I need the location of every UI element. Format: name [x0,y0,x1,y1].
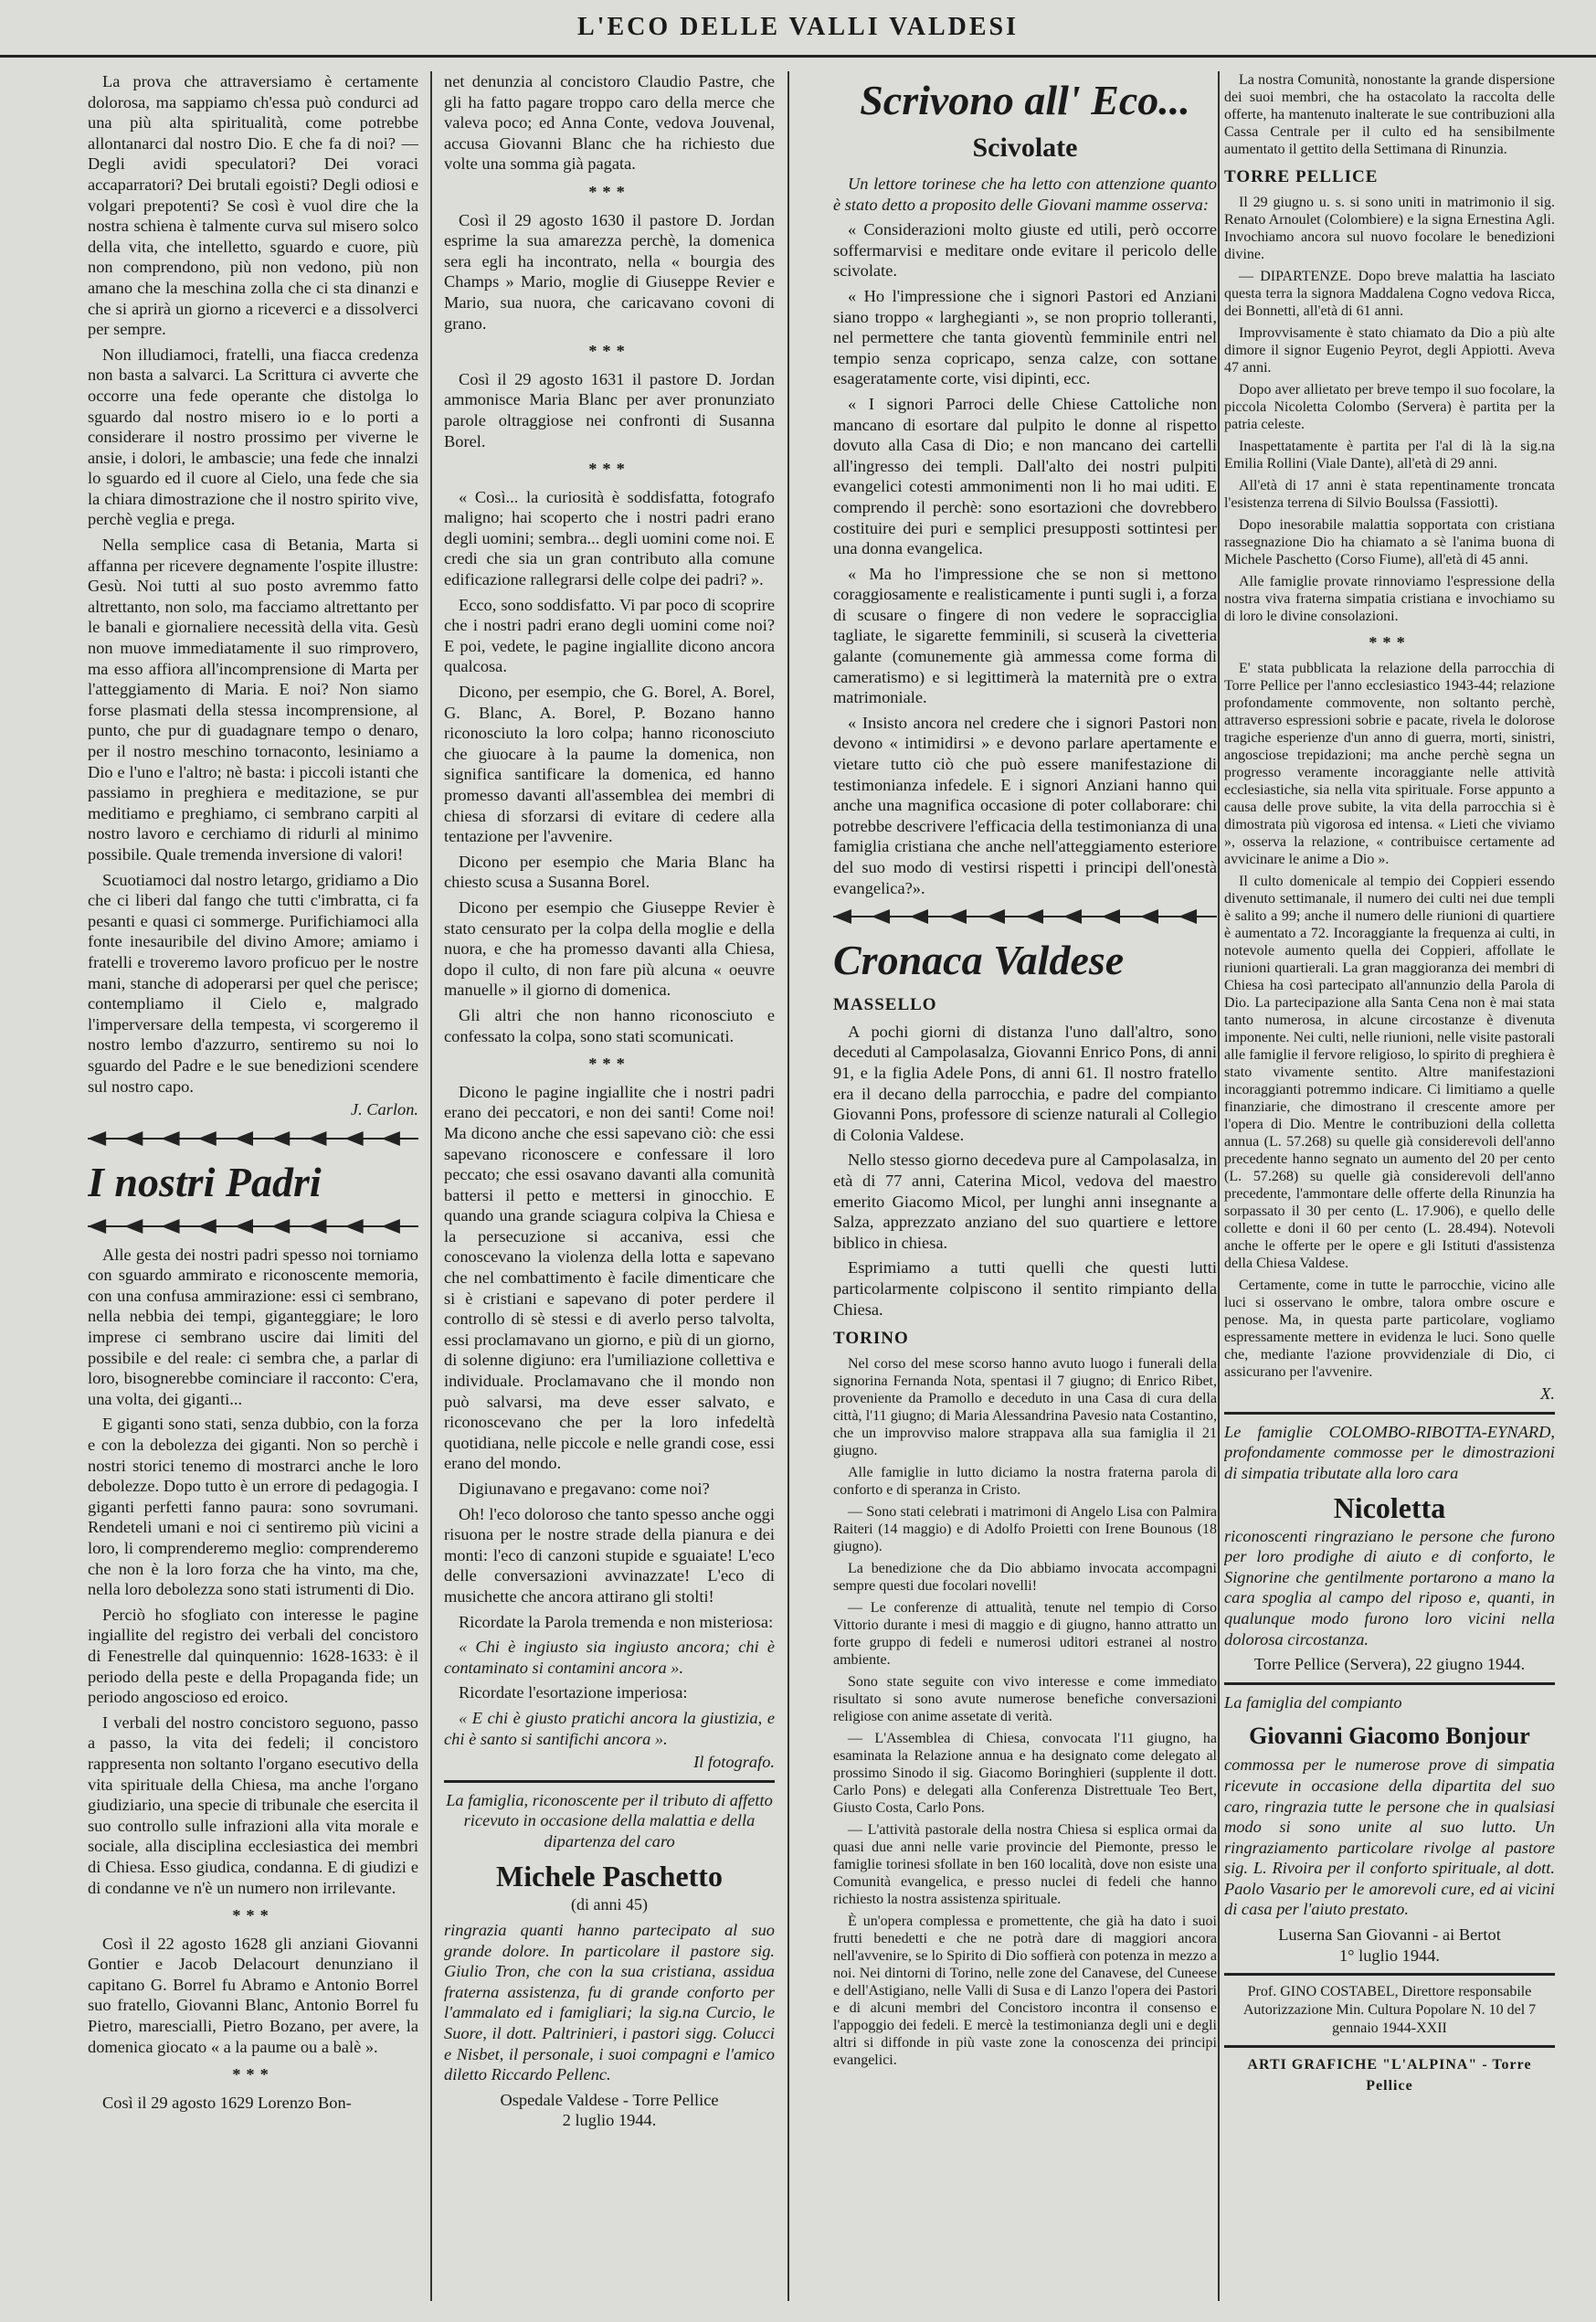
notice-body: ringrazia quanti hanno partecipato al suo grande dolore. In particolare il pastore sig. Giulio Tron, che con la sua cristiana, assidua fraterna assistenza, fu di grande conforto per l'ammalato ed i famigliari; la sig.na Curcio, le Suore, il dott. Paltrinieri, i pastori sigg. Colucci e Nisbet, il personale, i suoi compagni e l'amico diletto Riccardo Pellenc. [444,1921,775,2084]
separator-stars: *** [588,342,630,361]
column-rule [1218,71,1220,2301]
section-heading: TORINO [833,1329,909,1349]
article-paragraph: — Le conferenze di attualità, tenute nel tempio di Corso Vittorio durante i mesi di maggio e di giugno, hanno attratto un forte gruppo di fedeli e numerosi uditori estranei al nostro ambiente. [833,1599,1217,1668]
article-title: Scivolate [972,133,1078,163]
section-title: Scrivono all' Eco... [860,77,1190,123]
article-paragraph: Alle famiglie in lutto diciamo la nostra fraterna parola di conforto e di speranza in Cristo. [833,1464,1217,1498]
notice-place: Torre Pellice (Servera), 22 giugno 1944. [1253,1655,1526,1674]
article-paragraph: Certamente, come in tutte le parrocchie, vicino alle luci si osservano le ombre, talora ombre oscure e penose. Ma, in questa parte particolare, vogliamo espressamente mettere in evidenza le luci. Sono quelle che, mediante l'azione provvidenziale di Dio, ci assicurano per l'avvenire. [1224,1278,1555,1381]
article-paragraph: « I signori Parroci delle Chiese Cattoliche non mancano di esortare dal pulpito le donne al rispetto dovuto alla Casa di Dio; e non mancano dei cartelli all'ingresso dei templi. Dall'alto dei nostri pulpiti evangelici cotesti ammonimenti non li ho mai uditi. E comprendo il perchè: sono esortazioni che dovrebbero costituire dei puri e semplici presupposti sottintesi per una donna evangelica. [833,394,1217,558]
article-paragraph: net denunzia al concistoro Claudio Pastre, che gli ha fatto pagare troppo caro della merce che valeva poco; ed Anna Conte, vedova Jouvenal, accusa Giovanni Blanc che ha richiesto due volte una somma già pagata. [444,72,775,174]
divider [444,1780,775,1783]
ornament-banner [833,907,1217,926]
article-paragraph: Gli altri che non hanno riconosciuto e confessato la colpa, sono stati scomunicati. [444,1005,775,1045]
ornament-banner [88,1217,418,1235]
article-paragraph: Non illudiamoci, fratelli, una fiacca credenza non basta a salvarci. La Scrittura ci avverte che occorre una fede operante che distolga lo sguardo dal nostro misero io e lo porti a considerare il nostro prossimo per viverne le ansie, i dolori, le ambascie; una fede che innalzi lo sguardo ed il cuore al Cielo, una fede che sia la chiara dimostrazione che il nostro spirito vive, perchè veglia e prega. [88,345,418,529]
article-paragraph: Sono state seguite con vivo interesse e come immediato risultato si sono avute numerose benefiche conversazioni religiose con anime assetate di verità. [833,1673,1217,1724]
article-paragraph: La nostra Comunità, nonostante la grande dispersione dei suoi membri, che ha ostacolato la raccolta delle offerte, ha mantenuto inalterate le sue contribuzioni alla Cassa Centrale per il culto ed ha sensibilmente aumentato il gettito della Settimana di Rinunzia. [1224,72,1555,157]
section-heading: TORRE PELLICE [1224,167,1379,186]
article-paragraph: — L'Assemblea di Chiesa, convocata l'11 giugno, ha esaminata la Relazione annua e ha designato come delegato al prossimo Sinodo il sig. Giacomo Boringhieri (supplente il dott. Carlo Pons) e delegati alla Conferenza Distrettuale Teo Bert, Giusto Costa, Carlo Pons. [833,1730,1217,1816]
article-paragraph: Il culto domenicale al tempio dei Coppieri essendo divenuto settimanale, il numero dei culti nei due templi è salito a 99; anche il numero delle riunioni di quartiere è aumentato a 72. Incoraggiante la frequenza ai culti, in notevole aumento quella dei Coppieri, affollate le riunioni quartierali. La gran maggioranza dei membri di Chiesa ha così partecipato all'annunzio della Parola di Dio. La partecipazione alla Santa Cena non è mai stata tanto numerosa, in alcune circostanze è divenuta imponente. Nei culti, nelle riunioni, nelle visite pastorali alle famiglie il fervore religioso, lo spirito di preghiera è stato vivamente sentito. Altre manifestazioni incoraggianti potremmo indicare. Ci limitiamo a quelle finanziarie, che dimostrano il crescente amore per l'opera di Dio. Mentre le contribuzioni della colletta annua (L. 57.268) su quelle già considerevoli dell'anno precedente hanno segnato un aumento del 20 per cento (L. 57.268) su quelle già considerevoli dell'anno precedente, l'ammontare delle offerte della Rinunzia ha sorpassato il 30 per cento (L. 17.906), e quello delle collette e doni il 60 per cento (L. 28.494). Notevoli anche le offerte per le opere e gli Istituti d'assistenza della Chiesa Valdese. [1224,874,1555,1272]
notice-body: riconoscenti ringraziano le persone che furono per loro prodighe di aiuto e di conforto, le Signorine che gentilmente portarono a mano la cara spoglia al campo del riposo e, quanti, in qualunque modo furono loro vicini nella dolorosa circostanza. [1224,1526,1555,1649]
article-paragraph: — DIPARTENZE. Dopo breve malattia ha lasciato questa terra la signora Maddalena Cogno vedova Ricca, dei Bonnetti, all'età di 61 anni. [1224,268,1555,319]
notice-name: Nicoletta [1333,1490,1446,1524]
article-paragraph: Così il 29 agosto 1629 Lorenzo Bon- [102,2093,352,2112]
article-paragraph: Dicono per esempio che Giuseppe Revier è stato censurato per la colpa della moglie e della nuora, e che ha promesso davanti alla Chiesa, dopo il culto, di non fare più alcuna « oeuvre manuelle » il giorno di domenica. [444,897,775,1000]
section-title: I nostri Padri [88,1158,322,1205]
divider [1224,2045,1555,2048]
article-paragraph: Inaspettatamente è partita per l'al di là la sig.na Emilia Rollini (Viale Dante), all'età di 29 anni. [1224,438,1555,472]
column-2 [444,71,775,2301]
article-paragraph: Alle gesta dei nostri padri spesso noi torniamo con sguardo ammirato e riconoscente memoria, con una confusa ammirazione: essi ci sembrano, nella nebbia dei tempi, giganteggiare; le loro imprese ci sembrano uscire dai limiti del possibile e del reale: ci sembra che, a parlar di loro, bisognerebbe cominciare il racconto: C'era, una volta, dei giganti... [88,1245,418,1408]
column-rule [430,71,432,2301]
article-paragraph: « Considerazioni molto giuste ed utili, però occorre soffermarvisi e meditare onde evitare il pericolo delle scivolate. [833,220,1217,281]
article-paragraph: Nel corso del mese scorso hanno avuto luogo i funerali della signorina Fernanda Nota, spentasi il 7 giugno; di Enrico Ribet, proveniente da Pramollo e deceduto in una Casa di cura della città, l'11 giugno; di Maria Alessandrina Pavesio nata Costantino, che un improvviso malore strappava alla sua famiglia il 21 giugno. [833,1355,1217,1458]
article-paragraph: Dopo inesorabile malattia sopportata con cristiana rassegnazione Dio ha chiamato a sè l'anima buona di Michele Paschetto (Corso Fiume), all'età di 45 anni. [1224,516,1555,567]
article-paragraph: « Insisto ancora nel credere che i signori Pastori non devono « intimidirsi » e devono parlare apertamente e vietare tutto ciò che può essere manifestazione di testimonianza infedele. E i signori Anziani hanno qui anche una magnifica occasione di poter collaborare: chi potrebbe descrivere l'efficacia della testimonianza di una famiglia cristiana che anche nell'atteggiamento esteriore del suo modo di vestirsi rispetti i principi dell'onestà evangelica?». [833,713,1217,897]
notice-intro: La famiglia, riconoscente per il tributo di affetto ricevuto in occasione della malattia e della dipartenza del caro [446,1790,773,1850]
article-paragraph: « Così... la curiosità è soddisfatta, fotografo maligno; hai scoperto che i nostri padri erano degli uomini; sembra... degli uomini come noi. E credi che sia un gran contributo alla comune edificazione rallegrarsi delle colpe dei padri? ». [444,487,775,589]
article-paragraph: È un'opera complessa e promettente, che già ha dato i suoi frutti benedetti e che ne potrà dare di maggiori ancora nell'avvenire, se lo Spirito di Dio soffierà con potenza in mezzo a noi. Nei dintorni di Torino, nelle zone del Canavese, del Cuneese e dell'Astigiano, nelle Valli di Susa e di Lanzo l'opera dei Pastori e di alcuni membri del Concistoro incontra il consenso e l'appoggio dei fedeli. E mercè la testimonianza degli uni e degli altri si diffonde in più vaste zone la conoscenza dei principi evangelici. [833,1913,1217,2068]
divider [1224,1412,1555,1415]
column-rule [787,71,789,2301]
article-paragraph: Dicono per esempio che Maria Blanc ha chiesto scusa a Susanna Borel. [444,852,775,892]
authorization-note: Autorizzazione Min. Cultura Popolare N. 10 del 7 gennaio 1944-XXII [1242,2002,1537,2037]
printer-credit: ARTI GRAFICHE "L'ALPINA" - Torre Pellice [1247,2057,1532,2094]
separator-stars: *** [232,2065,274,2084]
article-paragraph: Dopo aver allietato per breve tempo il suo focolare, la piccola Nicoletta Colombo (Servera) è partita per la patria celeste. [1224,381,1555,432]
article-paragraph: Nella semplice casa di Betania, Marta si affanna per ricevere degnamente l'ospite illustre: Gesù. Noi tutti al suo posto avremmo fatto altrettanto, non solo, ma facciamo altrettanto per le banali e giornaliere necessità della vita. Gesù non muove immediatamente il suo rimprovero, ma esso affiora all'incomprensione di Marta per l'atteggiamento di Maria. E noi? Non siamo forse plasmati della stessa incomprensione, al punto, che pur di guadagnare tempo o denaro, per il nostro meschino tornaconto, lesiniamo a Dio e l'uno e l'altro; nè basta: i piccoli istanti che passiamo in preghiera e meditazione, se pur meditiamo e preghiamo, ci sembrano carpiti al nostro lavoro e cerchiamo di ridurli al minimo possibile. Quale tremenda inversione di valori! [88,535,418,864]
separator-stars: *** [232,1906,274,1925]
article-paragraph: I verbali del nostro concistoro seguono, passo a passo, la vita dei fedeli; il concistoro rappresenta non soltanto l'organo esecutivo della vita spirituale della Chiesa, ma anche l'organo giudiziario, una specie di tribunale che esercita il suo controllo sulle infrazioni alla vita morale e sociale, alla disciplina ecclesiastica dei membri di Chiesa. Esso giudica, condanna. E di giudizi e di condanne ve n'è un numero non irrilevante. [88,1712,418,1897]
divider [1224,1973,1555,1976]
page-header: L'ECO DELLE VALLI VALDESI [0,0,1596,58]
article-paragraph: Ricordate l'esortazione imperiosa: [459,1683,688,1702]
divider [1224,1682,1555,1685]
article-paragraph: Dicono, per esempio, che G. Borel, A. Borel, G. Blanc, A. Borel, P. Bozano hanno riconosciuto la loro colpa; hanno riconosciuto che giuocare à la paume la domenica, non significa santificare la domenica, ed hanno promesso davanti all'assemblea dei membri di chiesa di sforzarsi di evitare di cedere alla tentazione per l'avvenire. [444,683,775,846]
article-paragraph: Improvvisamente è stato chiamato da Dio a più alte dimore il signor Eugenio Peyrot, degli Appiotti. Aveva 47 anni. [1224,324,1555,376]
separator-stars: *** [588,1055,630,1074]
quote: « E chi è giusto pratichi ancora la giustizia, e chi è santo si santifichi ancora ». [444,1708,775,1748]
article-paragraph: Alle famiglie provate rinnoviamo l'espressione della nostra viva fraterna simpatia cristiana e invochiamo su di loro le divine consolazioni. [1224,573,1555,624]
article-paragraph: La benedizione che da Dio abbiamo invocata accompagni sempre questi due focolari novelli! [833,1560,1217,1594]
section-title: Cronaca Valdese [833,937,1125,984]
article-paragraph: All'età di 17 anni è stata repentinamente troncata l'esistenza terrena di Silvio Boulssa (Fassiotti). [1224,477,1555,511]
article-intro: Un lettore torinese che ha letto con attenzione quanto è stato detto a proposito delle Giovani mamme osserva: [833,175,1217,214]
article-paragraph: Scuotiamoci dal nostro letargo, gridiamo a Dio che ci liberi dal fango che tutti c'imbratta, ci fa pesanti e quasi ci sommerge. Purifichiamoci alla fonte inesauribile del divino Amore; amiamo i fratelli e troveremo lavoro proficuo per le nostre mani, stanche di adoperarsi per quel che perisce; contempliamo il Cielo e, malgrado l'imperversare della tempesta, vi scorgeremo il nostro lembo d'azzurro, sentiremo su noi lo sguardo del Padre e le sue benedizioni scendere sul nostro capo. [88,870,418,1096]
article-paragraph: A pochi giorni di distanza l'uno dall'altro, sono deceduti al Campolasalza, Giovanni Enrico Pons, di anni 91, e la figlia Adele Pons, di anni 61. Il nostro fratello era il decano della parrocchia, e padre del compianto Giovanni Pons, professore di scienze naturali al Collegio di Colonia Valdese. [833,1022,1217,1144]
separator-stars: *** [588,182,630,201]
separator-stars: *** [588,460,630,479]
article-paragraph: Oh! l'eco doloroso che tanto spesso anche oggi risuona per le nostre strade della pianura e dei monti: l'eco di canzoni stupide e sguaiate! L'eco delle conversazioni avvinazzate! L'eco di musichette che ancora attirano gli stolti! [444,1504,775,1606]
article-paragraph: Esprimiamo a tutti quelli che questi lutti particolarmente colpiscono il sentito rimpianto della Chiesa. [833,1258,1217,1319]
article-paragraph: Così il 29 agosto 1630 il pastore D. Jordan esprime la sua amarezza perchè, la domenica sera egli ha incontrato, nella « bourgia des Champs » Mario, moglie di Giuseppe Revier e Mario, sua nuora, che caricavano covoni di grano. [444,210,775,333]
section-heading: MASSELLO [833,995,937,1015]
article-paragraph: Perciò ho sfogliato con interesse le pagine ingiallite del registro dei verbali del concistoro di Fenestrelle dal quinquennio: 1628-1633: è il periodo della peste e della Propaganda fide; un periodo angoscioso ed eroico. [88,1605,418,1707]
article-paragraph: E giganti sono stati, senza dubbio, con la forza e con la debolezza dei giganti. Non so perchè i nostri storici tenemo di mostrarci anche le loro debolezze. Dopo tutto è un errore di pedagogia. I giganti perfetti fanno paura: sono sovrumani. Rendeteli umani e noi ci sentiremo più vicini a loro, li comprenderemo meglio: comprenderemo che non è la loro forza che ha vinto, ma che, nella loro debolezza sono stati istrumenti di Dio. [88,1415,418,1599]
notice-date: 1° luglio 1944. [1338,1946,1441,1965]
notice-intro: Le famiglie COLOMBO-RIBOTTA-EYNARD, profondamente commosse per le dimostrazioni di simpatia tributate alla loro cara [1224,1422,1555,1482]
notice-body: commossa per le numerose prove di simpatia ricevute in occasione della dipartita del suo caro, ringrazia tutte le persone che in qualsiasi modo si sono unite al suo lutto. Un ringraziamento particolare rivolge al pastore sig. L. Rivoira per il conforto spirituale, al dott. Paolo Vasario per le amorevoli cure, ed ai vicini di casa per l'aiuto prestato. [1224,1755,1555,1919]
separator-stars: *** [1369,632,1411,652]
ornament-banner [88,1129,418,1148]
article-paragraph: Il 29 giugno u. s. si sono uniti in matrimonio il sig. Renato Arnoulet (Colombiere) e la signa Ernestina Agli. Invochiamo ancora sul nuovo focolare le benedizioni divine. [1224,194,1555,262]
notice-age: (di anni 45) [571,1894,648,1914]
article-paragraph: Digiunavano e pregavano: come noi? [459,1479,710,1498]
article-paragraph: — L'attività pastorale della nostra Chiesa si esplica ormai da quasi due anni nelle varie provincie del Piemonte, presso le famiglie torinesi sfollate in ben 160 località, dove non esiste una Comunità evangelica, e presso nuclei di fedeli che hanno richiesto la nostra assistenza spirituale. [833,1821,1217,1907]
notice-intro: La famiglia del compianto [1224,1692,1402,1712]
column-1 [88,71,418,2301]
notice-place: Luserna San Giovanni - ai Bertot [1278,1925,1501,1945]
article-paragraph: — Sono stati celebrati i matrimoni di Angelo Lisa con Palmira Raiteri (14 maggio) e di Adolfo Proietti con Irene Bounous (18 giugno). [833,1503,1217,1554]
article-paragraph: Ricordate la Parola tremenda e non misteriosa: [459,1612,774,1631]
signature: X. [1540,1384,1555,1404]
editor-credit: Prof. GINO COSTABEL, Direttore responsabile [1247,1984,1532,2000]
article-paragraph: Dicono le pagine ingiallite che i nostri padri erano dei peccatori, e non dei santi! Come noi! Ma dicono anche che essi sapevano ciò: che essi sapevano riconoscere e confessare il loro peccato; che essi osavano davanti alla comunità battersi il petto e mettersi in ginocchio. E quando una grande sciagura colpiva la Chiesa e la persecuzione si accaniva, essi che conoscevano la violenza della lotta e sapevano che nel combattimento è facile dimenticare che si è cristiani e sapevano di poter perdere il controllo di sè stessi e di averlo perso talvolta, essi proclamavano un giorno, e più di un giorno, di solenne digiuno: era l'umiliazione collettiva e individuale. Proclamavano che il mondo non può salvarsi, ma deve esser salvato, e riconoscevano che per la loro infedeltà quotidiana, nelle piccole e nelle grandi cose, essi erano del mondo. [444,1082,775,1473]
article-paragraph: E' stata pubblicata la relazione della parrocchia di Torre Pellice per l'anno ecclesiastico 1943-44; relazione profondamente commovente, non soltanto perchè, attraverso espressioni sobrie e pacate, rivela le dolorose tragiche esperienze d'un anno di guerra, morti, sinistri, angosciose trepidazioni; ma anche perchè segna un progresso veramente incoraggiante nelle attività ecclesiastiche, sia nella vita spirituale. Forse appunto a causa delle prove subite, la vita della parrocchia si è dimostrata più vigorosa ed intensa. « Lieti che viviamo », osserva la relazione, « contribuisce certamente ad avvicinare le anime a Dio ». [1224,661,1555,868]
article-paragraph: La prova che attraversiamo è certamente dolorosa, ma sappiamo ch'essa può condurci ad una più alta spiritualità, come potrebbe allontanarci dal nostro Dio. E che fa di noi? — Degli avidi speculatori? Dei voraci accaparratori? Dei brutali egoisti? Degli odiosi e volgari prepotenti? Se così è vuol dire che la nostra schiena è talmente curva sul misero solco della vita, che intelletto, sguardo e cuore, più non comprendono, più non vedono, più non amano che la meschina zolla che ci sta dinanzi e che si aprirà un giorno a riceverci e a dissolverci per sempre. [88,72,418,339]
column-4 [1224,71,1555,2301]
article-paragraph: Ecco, sono soddisfatto. Vi par poco di scoprire che i nostri padri erano degli uomini come noi? E poi, vedete, le pagine ingiallite dicono ancora qualcosa. [444,595,775,676]
article-paragraph: « Ma ho l'impressione che se non si mettono coraggiosamente e realisticamente i punti sugli i, a forza di scusare o fingere di non vedere le sopracciglia tagliate, le sigarette femminili, si scuserà la civetteria galante (comunemente già ammessa come forma di cameratismo) e si legittimerà la maternità pre o extra matrimoniale. [833,564,1217,707]
article-paragraph: « Ho l'impressione che i signori Pastori ed Anziani siano troppo « larghegianti », se non proprio tolleranti, nel permettere che tanta gioventù femminile entri nel tempio senza copricapo, senza calze, con sottane esageratamente corte, visi dipinti, ecc. [833,286,1217,388]
notice-name: Giovanni Giacomo Bonjour [1249,1723,1530,1750]
notice-name: Michele Paschetto [496,1859,723,1893]
signature: J. Carlon. [350,1100,418,1119]
quote: « Chi è ingiusto sia ingiusto ancora; chi è contaminato si contamini ancora ». [444,1638,775,1677]
column-3 [833,71,1217,2301]
article-paragraph: Così il 29 agosto 1631 il pastore D. Jordan ammonisce Maria Blanc per aver pronunziato parole oltraggiose nei confronti di Susanna Borel. [444,369,775,451]
notice-place: Ospedale Valdese - Torre Pellice [500,2090,719,2109]
notice-date: 2 luglio 1944. [562,2111,657,2130]
article-paragraph: Nello stesso giorno decedeva pure al Campolasalza, in età di 77 anni, Caterina Micol, vedova del maestro emerito Giacomo Micol, per lunghi anni insegnante a Salza, apprezzato anziano del suo quartiere e lettore biblico in chiesa. [833,1150,1217,1252]
article-paragraph: Così il 22 agosto 1628 gli anziani Giovanni Gontier e Jacob Delacourt denunziano il capitano G. Borrel fu Abramo e Antonio Borrel suo fratello, Giovanni Blanc, Antonio Borrel fu Pietro, marescialli, Pietro Bozano, per avere, la domenica giocato « a la paume ou a balè ». [88,1934,418,2056]
signature: Il fotografo. [693,1753,775,1772]
